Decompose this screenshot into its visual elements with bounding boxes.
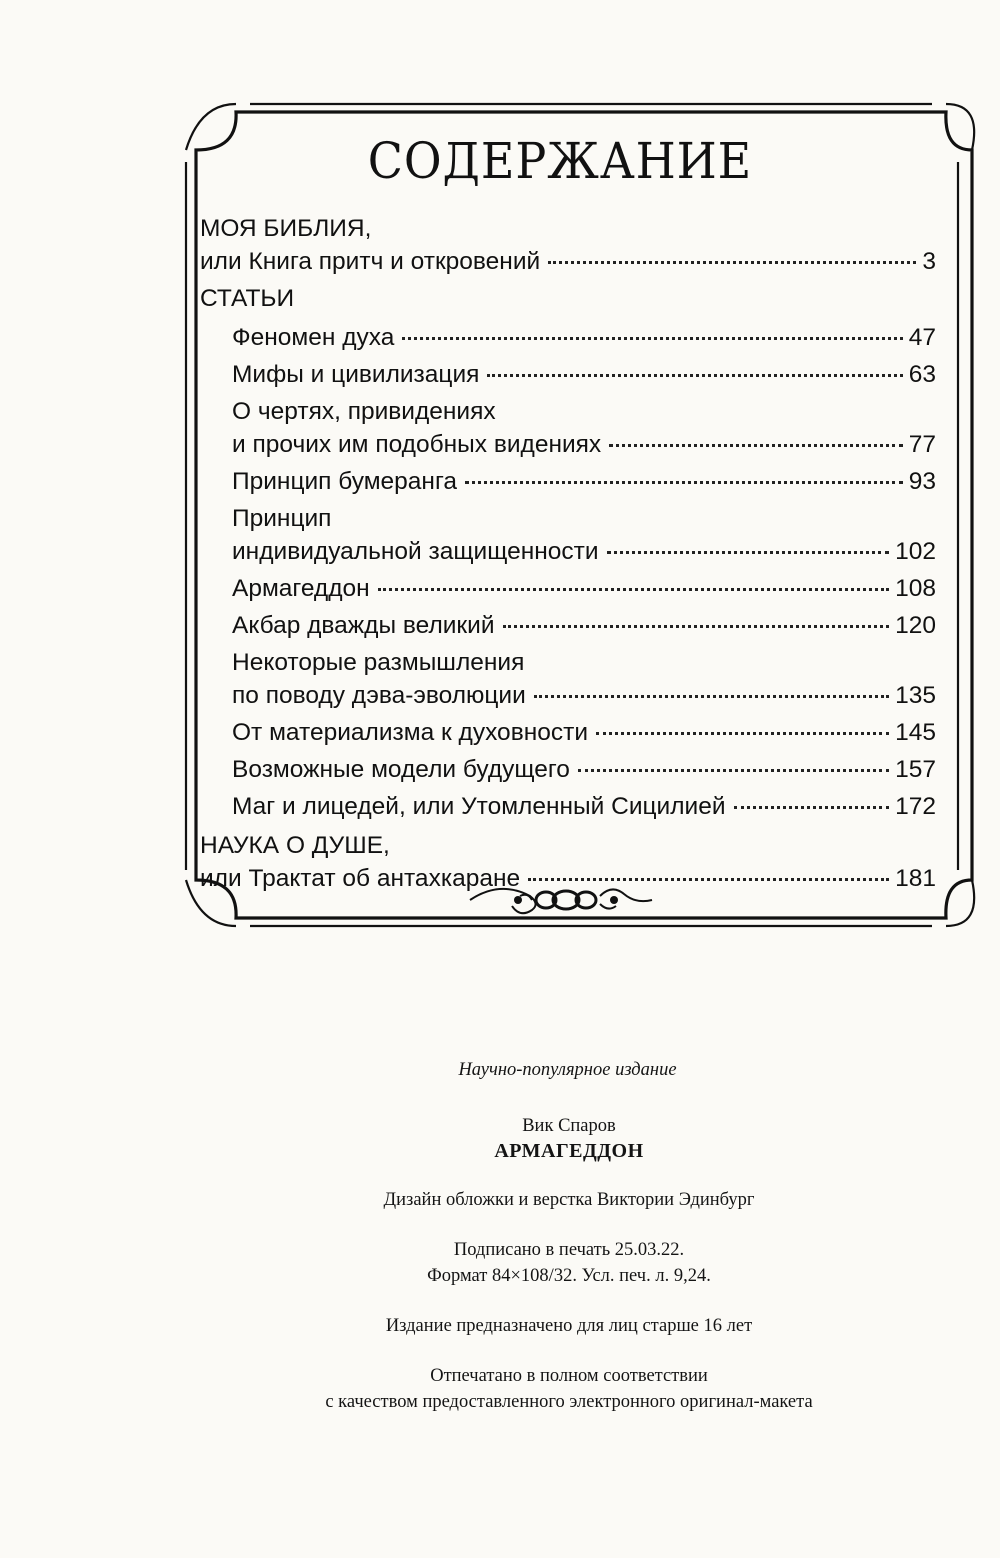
- page-number: 102: [895, 538, 936, 565]
- page-number: 47: [908, 324, 936, 351]
- toc-entry-line: Возможные модели будущего: [232, 756, 570, 783]
- toc-entry[interactable]: [200, 609, 936, 642]
- toc-entry-my-bible[interactable]: [200, 212, 936, 278]
- edition-type: Научно-популярное издание: [458, 1060, 677, 1080]
- toc-entry[interactable]: [200, 502, 936, 568]
- toc-entry-line: От материализма к духовности: [232, 719, 589, 746]
- toc-entry-line: индивидуальной защищенности: [232, 538, 599, 565]
- toc-entry[interactable]: [200, 716, 936, 749]
- leader-dots: [487, 374, 902, 377]
- printed-note-line-1: Отпечатано в полном соответствии: [430, 1366, 708, 1386]
- print-format: Формат 84×108/32. Усл. печ. л. 9,24.: [427, 1266, 711, 1286]
- leader-dots: [596, 732, 889, 735]
- page-number: 172: [895, 793, 936, 820]
- toc-entry-line: Маг и лицедей, или Утомленный Сицилией: [232, 793, 726, 820]
- leader-dots: [578, 769, 889, 772]
- leader-dots: [402, 337, 902, 340]
- toc-entry-line: Армагеддон: [232, 575, 370, 602]
- leader-dots: [548, 261, 916, 264]
- page-number: 181: [895, 865, 936, 892]
- toc-entry[interactable]: [200, 321, 936, 354]
- leader-dots: [734, 806, 890, 809]
- leader-dots: [465, 481, 903, 484]
- leader-dots: [534, 695, 889, 698]
- toc-entry[interactable]: [200, 395, 936, 461]
- page-number: 77: [908, 431, 936, 458]
- toc-entry[interactable]: [200, 465, 936, 498]
- toc-entry-science-of-soul[interactable]: [200, 829, 936, 895]
- page-number: 63: [908, 361, 936, 388]
- toc-entry[interactable]: [200, 753, 936, 786]
- toc-entry-line: О чертях, привидениях: [232, 398, 496, 425]
- toc-entry-line: МОЯ БИБЛИЯ,: [200, 215, 372, 242]
- toc-entry-line: Акбар дважды великий: [232, 612, 495, 639]
- page-number: 157: [895, 756, 936, 783]
- toc-entry-line: или Трактат об антахкаране: [200, 865, 521, 892]
- age-rating: Издание предназначено для лиц старше 16 лет: [385, 1316, 753, 1336]
- leader-dots: [528, 878, 889, 881]
- leader-dots: [607, 551, 890, 554]
- toc-entry-line: и прочих им подобных видениях: [232, 431, 602, 458]
- toc-entry-line: НАУКА О ДУШЕ,: [200, 832, 390, 859]
- leader-dots: [609, 444, 903, 447]
- page-number: 120: [895, 612, 936, 639]
- toc-heading-articles: СТАТЬИ: [200, 285, 295, 312]
- book-title: АРМАГЕДДОН: [494, 1140, 644, 1162]
- table-of-contents: [200, 212, 936, 895]
- toc-entry[interactable]: [200, 358, 936, 391]
- page-number: 3: [922, 248, 936, 275]
- toc-entry[interactable]: [200, 790, 936, 823]
- printed-note-line-2: с качеством предоставленного электронного оригинал-макета: [325, 1392, 813, 1412]
- page-number: 145: [895, 719, 936, 746]
- toc-entry-line: Принцип: [232, 505, 332, 532]
- toc-entry-line: или Книга притч и откровений: [200, 248, 541, 275]
- toc-entry-line: Феномен духа: [232, 324, 395, 351]
- leader-dots: [503, 625, 890, 628]
- toc-title: СОДЕРЖАНИЕ: [367, 132, 753, 190]
- author-name: Вик Спаров: [522, 1116, 616, 1136]
- toc-entry[interactable]: [200, 646, 936, 712]
- page-number: 108: [895, 575, 936, 602]
- signed-to-print: Подписано в печать 25.03.22.: [453, 1240, 685, 1260]
- toc-entry[interactable]: [200, 572, 936, 605]
- page-number: 135: [895, 682, 936, 709]
- toc-entry-line: по поводу дэва-эволюции: [232, 682, 526, 709]
- page-number: 93: [908, 468, 936, 495]
- toc-entry-line: Мифы и цивилизация: [232, 361, 480, 388]
- leader-dots: [378, 588, 889, 591]
- toc-entry-line: Некоторые размышления: [232, 649, 525, 676]
- toc-entry-line: Принцип бумеранга: [232, 468, 457, 495]
- design-credit: Дизайн обложки и верстка Виктории Эдинбург: [383, 1190, 755, 1210]
